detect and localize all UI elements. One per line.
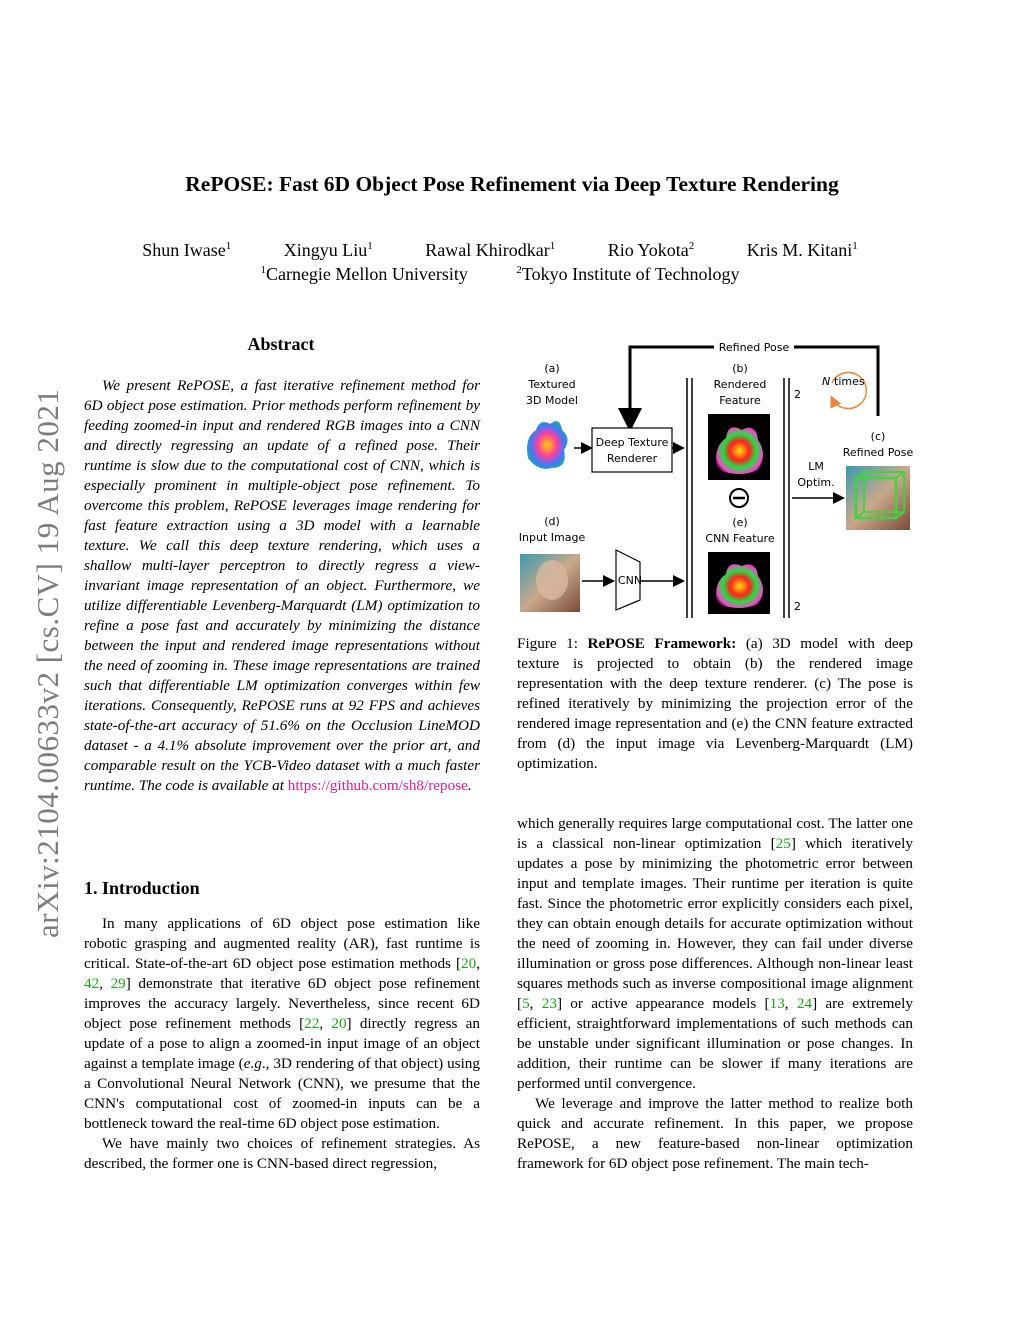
norm-subscript: 2 [794, 600, 801, 613]
caption-bold: RePOSE Framework: [587, 635, 737, 652]
citation-link[interactable]: 25 [775, 835, 791, 852]
affiliation-list [0, 264, 1000, 285]
label-c-text: Refined Pose [842, 446, 914, 459]
author [284, 240, 373, 261]
author [747, 240, 858, 261]
affil-name: Carnegie Mellon University [265, 264, 468, 284]
deep-texture-renderer-box [592, 428, 672, 472]
citation-link[interactable]: 5 [522, 995, 530, 1012]
intro-paragraph: We have mainly two choices of refinement strategies. As described, the former one is CNN-based direct regression, [84, 1135, 480, 1172]
text: , [319, 1015, 332, 1032]
citation-link[interactable]: 22 [304, 1015, 320, 1032]
code-link[interactable]: https://github.com/sh8/repose [287, 777, 468, 794]
author [142, 240, 231, 261]
label-a: (a) [544, 362, 560, 375]
citation-link[interactable]: 24 [796, 995, 813, 1012]
author [608, 240, 695, 261]
n-times-label: times [834, 375, 865, 388]
text: ] or active appearance models [ [556, 995, 770, 1012]
n-variable: N [822, 375, 831, 388]
lm-label: LM [808, 460, 824, 473]
intro-paragraph [84, 914, 480, 1134]
citation-link[interactable]: 23 [541, 995, 557, 1012]
label-b-text: Feature [719, 394, 761, 407]
text: ] demonstrate that iterative 6D object pose refinement improves the accuracy largely. Nevertheless, since recent 6D object pose refinement methods [ [84, 975, 480, 1032]
figure-caption [517, 634, 913, 774]
citation-link[interactable]: 42 [84, 975, 100, 992]
label-e-text: CNN Feature [705, 532, 775, 545]
author-affil-sup: 1 [852, 240, 858, 252]
text-italic: e.g [243, 1055, 262, 1072]
label-a-text: 3D Model [526, 394, 578, 407]
text: ., 3D rendering of that object) using a Convolutional Neural Network (CNN), we presume that the CNN's computational cost of zoomed-in inputs can be a bottleneck toward the real-time 6D object pose estimation. [84, 1055, 480, 1132]
author-name: Shun Iwase [142, 240, 226, 260]
label-a-text: Textured [528, 378, 576, 391]
label-b: (b) [732, 362, 748, 375]
text: , [99, 975, 111, 992]
intro-body [84, 914, 480, 1174]
author-name: Kris M. Kitani [746, 240, 853, 260]
abstract-body [84, 376, 480, 796]
citation-link[interactable]: 20 [331, 1015, 347, 1032]
caption-prefix: Figure 1: [517, 635, 588, 652]
author-affil-sup: 1 [549, 240, 556, 252]
label-b-text: Rendered [713, 378, 767, 391]
citation-link[interactable]: 20 [461, 955, 477, 972]
figure-1-diagram [514, 338, 914, 618]
author-name: Rio Yokota [607, 240, 689, 260]
author-name: Xingyu Liu [283, 240, 368, 260]
affiliation [516, 264, 739, 285]
text: , [529, 995, 542, 1012]
textured-3d-model-image [527, 421, 568, 469]
text: ] are extremely efficient, straightforward implementations of such methods can be unstable under significant illumination or pose changes. In addition, their runtime can be slower if many iterations are performed until convergence. [517, 995, 913, 1092]
author-affil-sup: 1 [367, 240, 373, 252]
label-c: (c) [870, 430, 886, 443]
lm-label: Optim. [797, 476, 835, 489]
author-name: Rawal Khirodkar [425, 240, 550, 260]
citation-link[interactable]: 13 [769, 995, 785, 1012]
text: , [476, 955, 480, 972]
text: ] directly regress an update of a pose to align a zoomed-in input image of an object against a template image ( [84, 1015, 481, 1072]
input-image-object [536, 560, 568, 600]
renderer-label: Deep Texture [595, 436, 669, 449]
text: ] which iteratively updates a pose by minimizing the photometric error between input and template images. Their runtime per iteration is quite fast. Since the photometric error explicitly considers each pixel, they can obtain enough details for accurate optimization without the need of zooming in. However, they can fail under diverse illumination or gross pose differences. Although non-linear least squares methods such as inverse compositional image alignment [ [517, 835, 913, 1012]
section-heading-introduction: 1. Introduction [84, 878, 200, 898]
renderer-label: Renderer [606, 452, 658, 465]
norm-subscript: 2 [794, 388, 801, 401]
affil-sup: 1 [260, 264, 266, 276]
right-column-body [517, 814, 913, 1174]
author-affil-sup: 2 [688, 240, 695, 252]
abstract-end: . [467, 777, 472, 794]
text: In many applications of 6D object pose estimation like robotic grasping and augmented reality (AR), fast runtime is critical. State-of-the-art 6D object pose estimation methods [ [84, 915, 480, 972]
paper-title: RePOSE: Fast 6D Object Pose Refinement via Deep Texture Rendering [185, 172, 839, 196]
author-list [0, 240, 1000, 261]
citation-link[interactable]: 29 [110, 975, 126, 992]
text: which generally requires large computational cost. The latter one is a classical non-linear optimization [ [517, 815, 913, 852]
abstract-heading: Abstract [247, 334, 315, 354]
author-affil-sup: 1 [225, 240, 232, 252]
arxiv-stamp: arXiv:2104.00633v2 [cs.CV] 19 Aug 2021 [30, 388, 65, 938]
label-d-text: Input Image [518, 531, 586, 544]
abstract-text: We present RePOSE, a fast iterative refinement method for 6D object pose estimation. Prior methods perform refinement by feeding zoomed-in input and rendered RGB images into a CNN and directly regressing an update of a refined pose. Their runtime is slow due to the computational cost of CNN, which is especially prominent in multiple-object pose refinement. To overcome this problem, RePOSE leverages image rendering for fast feature extraction using a 3D model with a learnable texture. We call this deep texture rendering, which uses a shallow multi-layer perceptron to directly regress a view-invariant image representation of an object. Furthermore, we utilize differentiable Levenberg-Marquardt (LM) optimization to refine a pose fast and accurately by minimizing the distance between the input and rendered image representations without the need of zooming in. These image representations are trained such that differentiable LM optimization converges within few iterations. Consequently, RePOSE runs at 92 FPS and achieves state-of-the-art accuracy of 51.6% on the Occlusion LineMOD dataset - a 4.1% absolute improvement over the prior art, and comparable result on the YCB-Video dataset with a much faster runtime. The code is available at [84, 377, 480, 794]
caption-text: (a) 3D model with deep texture is projected to obtain (b) the rendered image representation with the deep texture renderer. (c) The pose is refined iteratively by minimizing the projection error of the rendered image representation and (e) the CNN feature extracted from (d) the input image via Levenberg-Marquardt (LM) optimization. [517, 635, 914, 772]
affil-name: Tokyo Institute of Technology [521, 264, 740, 284]
body-paragraph [517, 814, 913, 1094]
text: , [784, 995, 797, 1012]
affil-sup: 2 [516, 264, 522, 276]
label-d: (d) [544, 515, 560, 528]
label-e: (e) [732, 516, 748, 529]
cnn-label: CNN [617, 574, 643, 587]
affiliation [260, 264, 467, 285]
body-paragraph: We leverage and improve the latter method to realize both quick and accurate refinement. In this paper, we propose RePOSE, a new feature-based non-linear optimization framework for 6D object pose refinement. The main tech- [517, 1095, 913, 1172]
refined-pose-label: Refined Pose [718, 341, 790, 354]
author [425, 240, 555, 261]
